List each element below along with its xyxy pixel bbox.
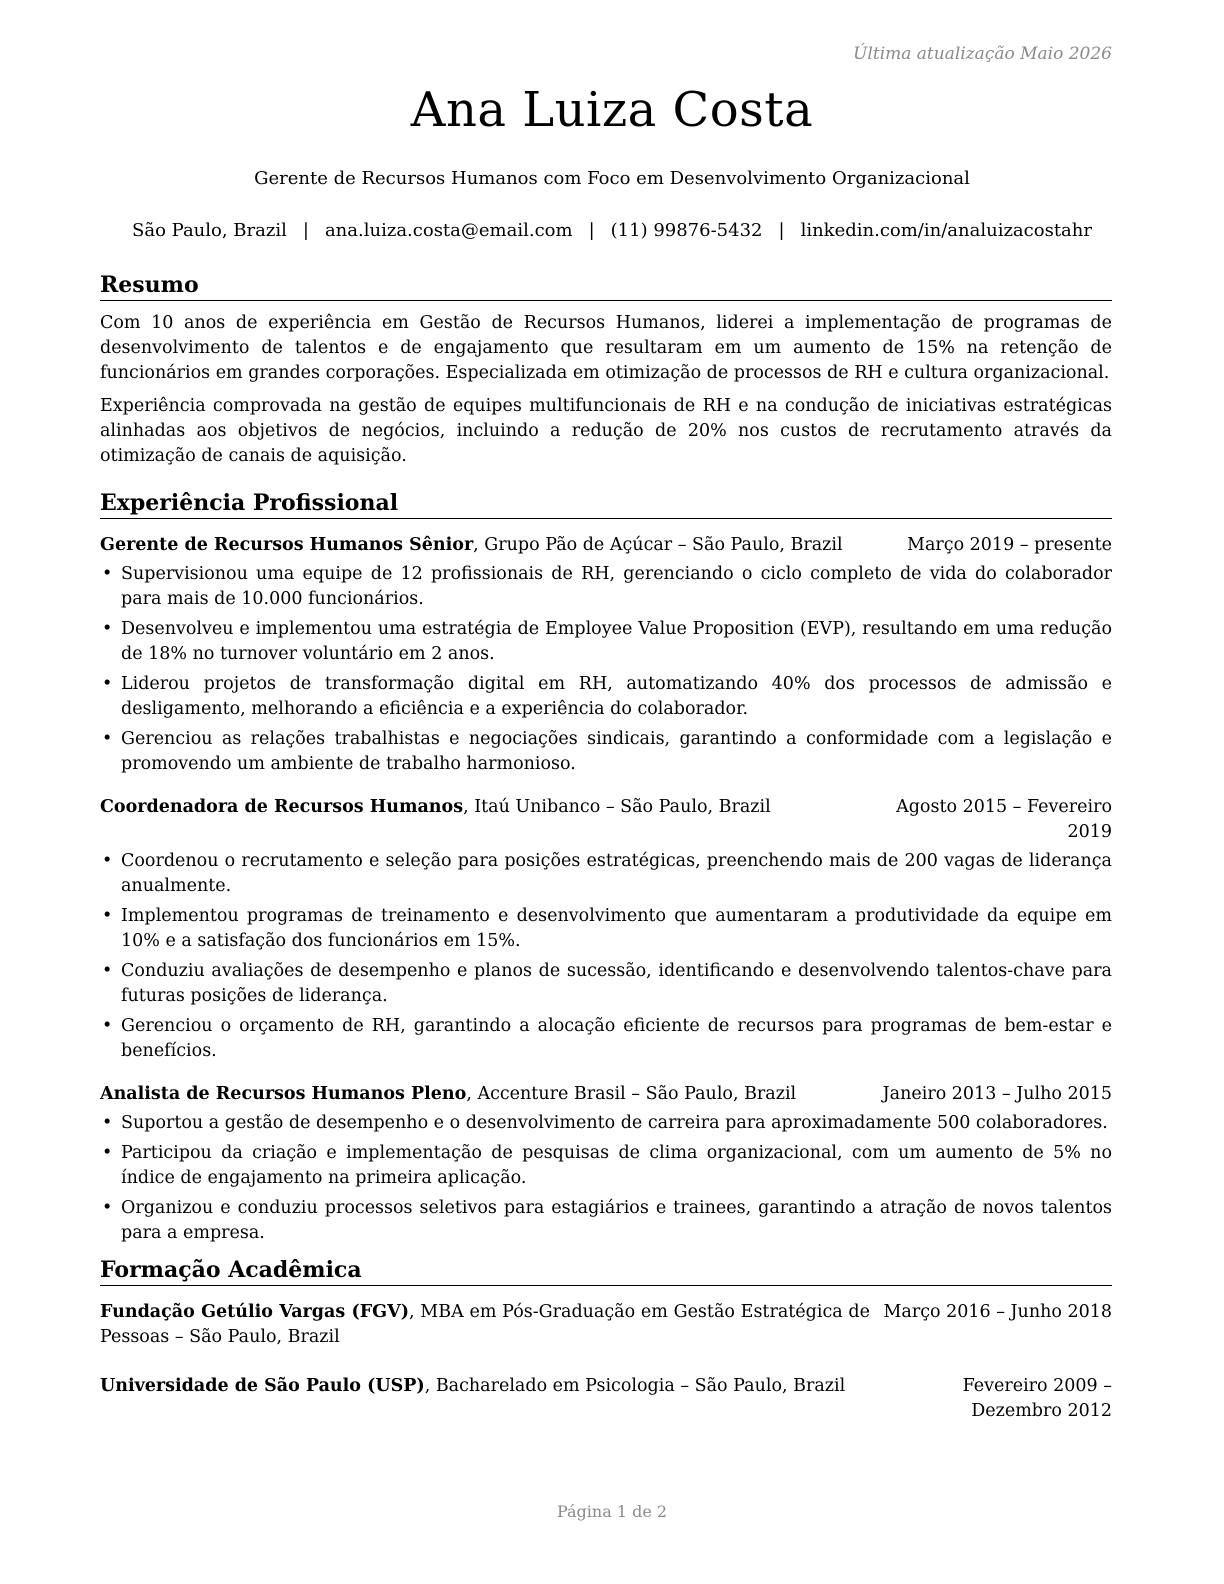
- summary-section: [100, 272, 1112, 469]
- last-updated: Última atualização Maio 2026: [853, 44, 1112, 64]
- location: São Paulo, Brazil: [132, 220, 287, 241]
- headline: Gerente de Recursos Humanos com Foco em Desenvolvimento Organizacional: [254, 168, 970, 189]
- job-entry: [100, 533, 1112, 777]
- job-bullet: • Organizou e conduziu processos seletivos para estagiários e trainees, garantindo a atração de novos talentos para a empresa.: [100, 1196, 1112, 1246]
- job-bullet: • Participou da criação e implementação de pesquisas de clima organizacional, com um aumento de 5% no índice de engajamento na primeira aplicação.: [100, 1141, 1112, 1191]
- separator: |: [778, 220, 785, 241]
- education-entry: [100, 1300, 1112, 1350]
- job-dates: Março 2019 – presente: [907, 535, 1112, 555]
- school-name: Universidade de São Paulo (USP): [100, 1376, 425, 1396]
- separator: |: [588, 220, 595, 241]
- job-entry: [100, 795, 1112, 1064]
- separator: |: [302, 220, 309, 241]
- job-bullet: • Liderou projetos de transformação digital em RH, automatizando 40% dos processos de admissão e desligamento, melhorando a eficiência e a experiência do colaborador.: [100, 672, 1112, 722]
- job-org: , Accenture Brasil – São Paulo, Brazil: [466, 1084, 797, 1104]
- summary-paragraph: Com 10 anos de experiência em Gestão de Recursos Humanos, liderei a implementação de programas de desenvolvimento de talentos e de engajamento que resultaram em um aumento de 15% na retenção de funcionários em grandes corporações. Especializada em otimização de processos de RH e cultura organizacional.: [100, 313, 1112, 383]
- education-section: [100, 1257, 1112, 1424]
- job-dates: Janeiro 2013 – Julho 2015: [882, 1084, 1112, 1104]
- section-title: Formação Acadêmica: [100, 1257, 1112, 1286]
- linkedin-link[interactable]: linkedin.com/in/analuizacostahr: [800, 220, 1092, 241]
- school-name: Fundação Getúlio Vargas (FGV): [100, 1302, 409, 1322]
- job-org: , Grupo Pão de Açúcar – São Paulo, Brazil: [473, 535, 843, 555]
- job-entry: [100, 1082, 1112, 1246]
- job-bullet: • Gerenciou as relações trabalhistas e negociações sindicais, garantindo a conformidade com a legislação e promovendo um ambiente de trabalho harmonioso.: [100, 727, 1112, 777]
- job-dates: Agosto 2015 – Fevereiro 2019: [896, 797, 1112, 842]
- experience-section: [100, 490, 1112, 1251]
- job-bullet: • Conduziu avaliações de desempenho e planos de sucessão, identificando e desenvolvendo talentos-chave para futuras posições de liderança.: [100, 959, 1112, 1009]
- job-bullet: • Desenvolveu e implementou uma estratégia de Employee Value Proposition (EVP), resultando em uma redução de 18% no turnover voluntário em 2 anos.: [100, 617, 1112, 667]
- section-title: Resumo: [100, 272, 1112, 301]
- contact-line: [0, 220, 1224, 241]
- job-role: Coordenadora de Recursos Humanos: [100, 797, 464, 817]
- summary-paragraph: Experiência comprovada na gestão de equipes multifuncionais de RH e na condução de iniciativas estratégicas alinhadas aos objetivos de negócios, incluindo a redução de 20% nos custos de recrutamento através da otimização de canais de aquisição.: [100, 396, 1112, 466]
- job-role: Analista de Recursos Humanos Pleno: [100, 1084, 467, 1104]
- education-dates: Fevereiro 2009 – Dezembro 2012: [962, 1376, 1112, 1421]
- job-role: Gerente de Recursos Humanos Sênior: [100, 535, 474, 555]
- job-header: [100, 795, 1112, 845]
- education-dates: Março 2016 – Junho 2018: [883, 1302, 1112, 1322]
- candidate-name: Ana Luiza Costa: [410, 82, 814, 138]
- job-org: , Itaú Unibanco – São Paulo, Brazil: [463, 797, 771, 817]
- education-entry: [100, 1374, 1112, 1424]
- page-number: Página 1 de 2: [556, 1502, 668, 1521]
- job-bullet: • Suportou a gestão de desempenho e o desenvolvimento de carreira para aproximadamente 500 colaboradores.: [100, 1111, 1112, 1136]
- job-bullet: • Implementou programas de treinamento e desenvolvimento que aumentaram a produtividade da equipe em 10% e a satisfação dos funcionários em 15%.: [100, 904, 1112, 954]
- education-detail: , Bacharelado em Psicologia – São Paulo, Brazil: [424, 1376, 846, 1396]
- email-link[interactable]: ana.luiza.costa@email.com: [324, 220, 573, 241]
- education-detail: , MBA em Pós-Graduação em Gestão Estratégica de Pessoas – São Paulo, Brazil: [100, 1302, 870, 1347]
- job-bullet: • Supervisionou uma equipe de 12 profissionais de RH, gerenciando o ciclo completo de vida do colaborador para mais de 10.000 funcionários.: [100, 562, 1112, 612]
- phone: (11) 99876-5432: [610, 220, 763, 241]
- job-header: [100, 533, 1112, 558]
- job-bullet: • Coordenou o recrutamento e seleção para posições estratégicas, preenchendo mais de 200 vagas de liderança anualmente.: [100, 849, 1112, 899]
- section-title: Experiência Profissional: [100, 490, 1112, 519]
- job-bullet: • Gerenciou o orçamento de RH, garantindo a alocação eficiente de recursos para programas de bem-estar e benefícios.: [100, 1014, 1112, 1064]
- job-header: [100, 1082, 1112, 1107]
